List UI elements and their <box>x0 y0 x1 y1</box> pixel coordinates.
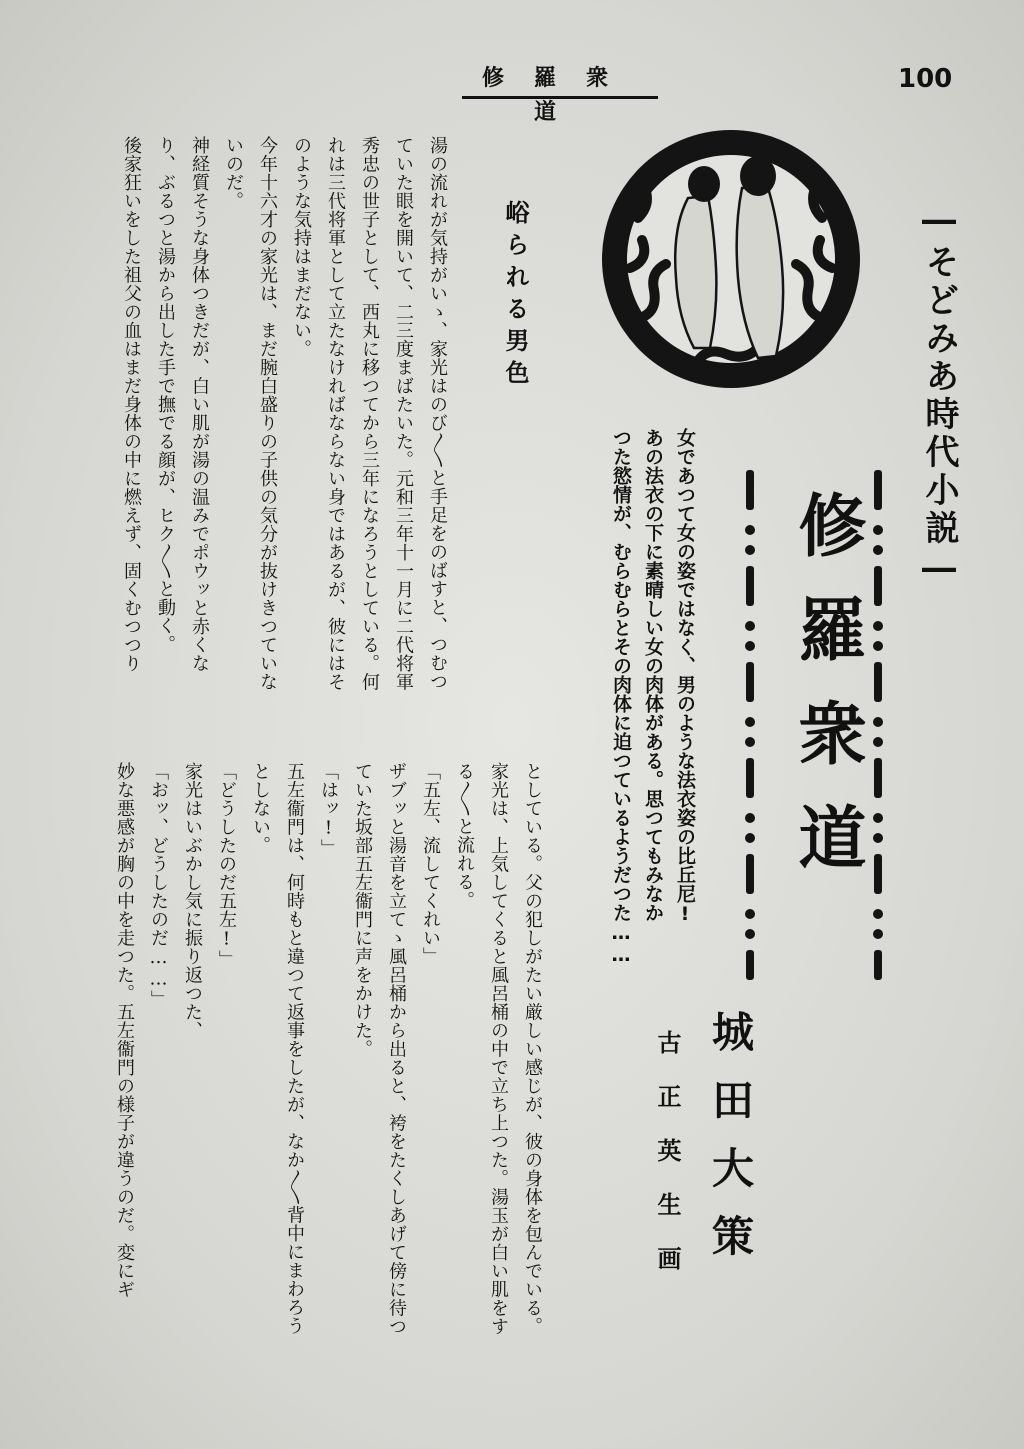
paragraph: 神経質そうな身体つきだが、白い肌が湯の温みでポウッと赤くなり、ぶるつと湯から出した手で撫でる顔が、ヒク〳〵と動く。 <box>155 136 210 673</box>
tagline-line: つた慾情が、むらむらとその肉体に迫つているようだつた…… <box>610 428 632 966</box>
tagline-line: あの法衣の下に素晴しい女の肉体がある。思つてもみなか <box>642 428 664 922</box>
illustration-emblem <box>600 128 862 390</box>
paragraph: 湯の流れが気持がいゝ、家光はのび〳〵と手足をのばすと、つむつていた眼を開いて、二三度まばたいた。元和三年十一月に二代将軍秀忠の世子として、西丸に移つてから三年になろうとしている。何れは三代将軍として立たなければならない身ではあるが、彼にはそのような気持はまだない。 <box>291 136 448 691</box>
paragraph: 「おッ、どうしたのだ……」 <box>148 762 169 1009</box>
paragraph: 家光は、上気してくると風呂桶の中で立ち上つた。湯玉が白い肌をする〳〵と流れる。 <box>454 762 509 1336</box>
series-label: ―そどみあ時代小説― <box>919 200 959 592</box>
tagline-line: 女であつて女の姿ではなく、男のような法衣姿の比丘尼! <box>674 428 696 925</box>
section-subheading: 峪られる男色 <box>501 200 529 392</box>
paragraph: 今年十六才の家光は、まだ腕白盛りの子供の気分が抜けきつていないのだ。 <box>223 136 278 691</box>
body-text-lower <box>107 762 549 1352</box>
running-title: 修羅衆道 <box>462 62 658 99</box>
story-title: 修羅衆道 <box>787 490 866 906</box>
author-name: 城田大策 <box>706 1010 755 1282</box>
paragraph: 五左衞門は、何時もと違つて返事をしたが、なか〳〵背中にまわろうとしない。 <box>250 762 305 1335</box>
page-number: 100 <box>898 64 953 94</box>
paragraph: 妙な悪感が胸の中を走つた。五左衞門の様子が違うのだ。変にギ <box>114 762 135 1299</box>
tagline <box>605 428 701 988</box>
paragraph: 後家狂いをした祖父の血はまだ身体の中に燃えず、固くむつつり <box>121 136 142 673</box>
illustrator-credit: 古正英生画 <box>653 1030 681 1300</box>
paragraph: 家光はいぶかし気に振り返つた、 <box>182 762 203 1040</box>
paragraph: ザブッと湯音を立てゝ風呂桶から出ると、袴をたくしあげて傍に待つていた坂部五左衞門に声をかけた。 <box>352 762 407 1336</box>
paragraph: 「五左、流してくれい」 <box>420 762 441 966</box>
body-text-upper <box>114 136 454 708</box>
decorative-border-left <box>744 470 756 980</box>
paragraph: 「どうしたのだ五左!」 <box>216 762 237 969</box>
paragraph: としている。父の犯しがたい厳しい感じが、彼の身体を包んでいる。 <box>522 762 543 1336</box>
paragraph: 「はッ!」 <box>318 762 339 858</box>
